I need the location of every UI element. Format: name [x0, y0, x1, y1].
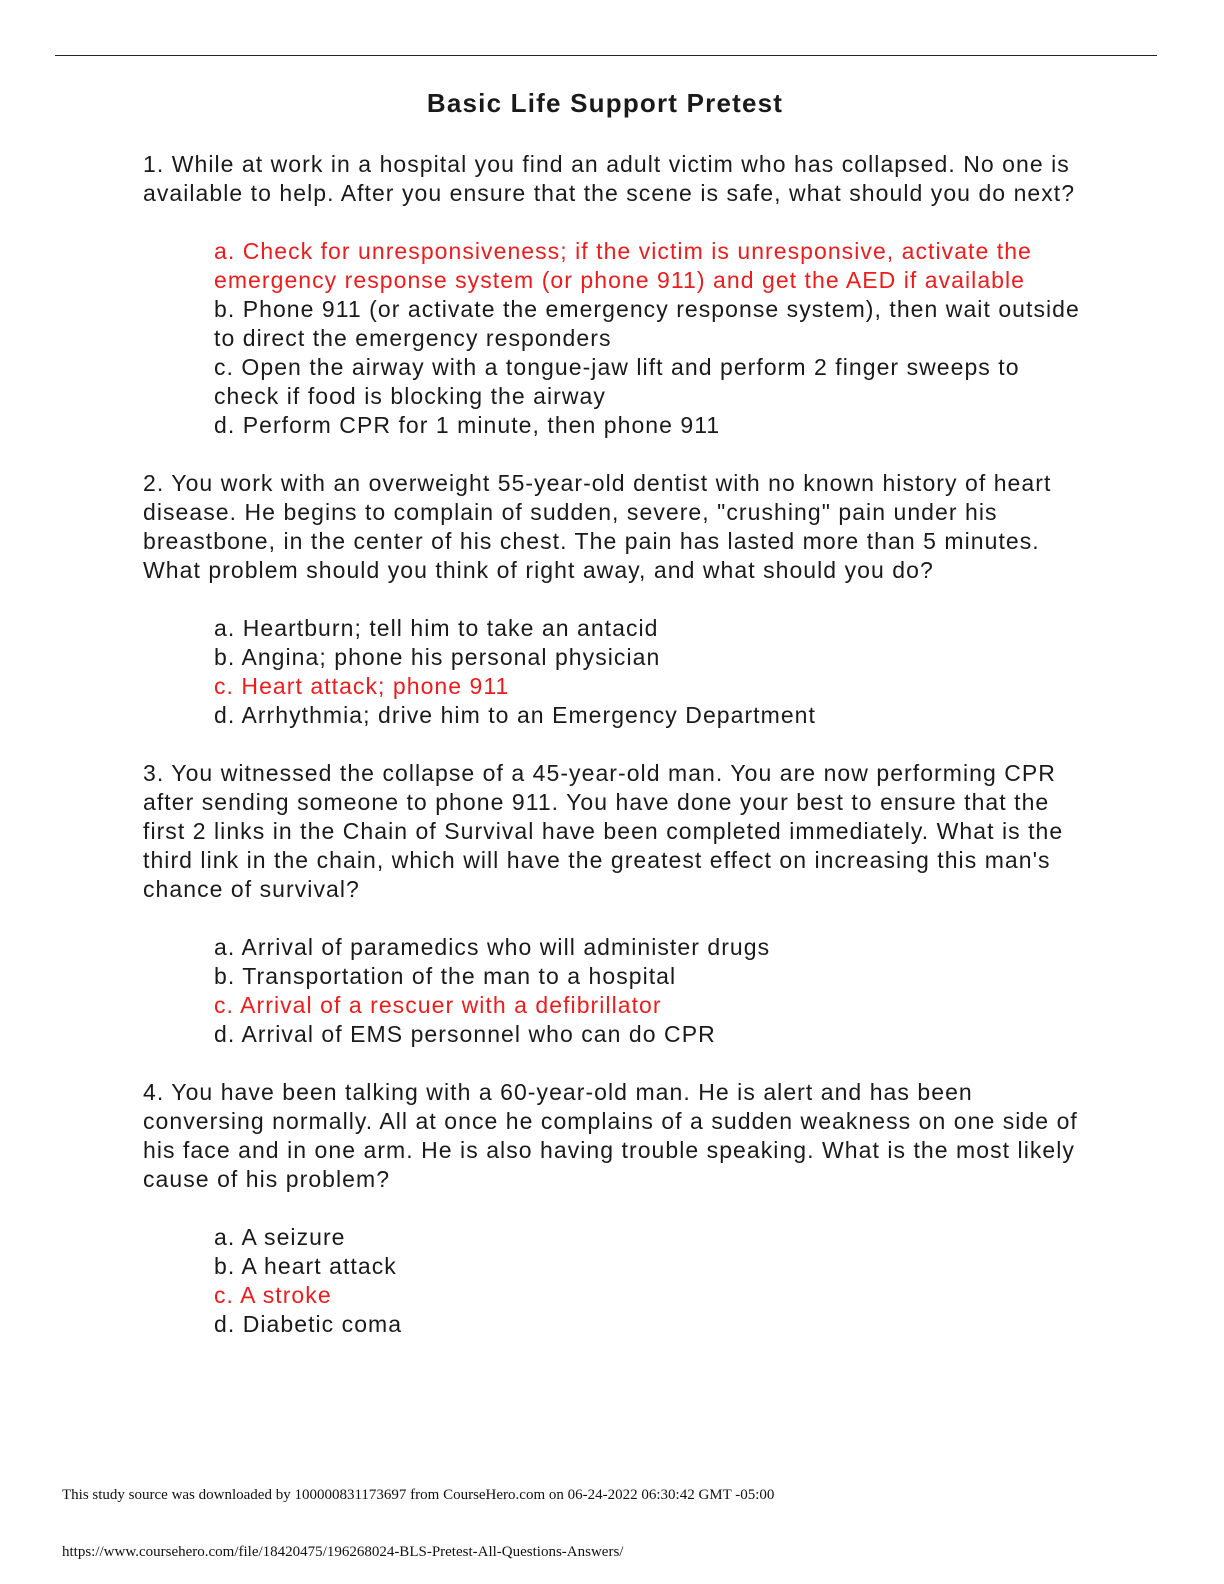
page-title: Basic Life Support Pretest: [426, 88, 784, 118]
answer-option-d: d. Perform CPR for 1 minute, then phone 911: [214, 412, 721, 438]
answer-option-b: b. Angina; phone his personal physician: [214, 644, 661, 670]
question-text: 4. You have been talking with a 60-year-old man. He is alert and has been conversing normally. All at once he complains of a sudden weakness on one side of his face and in one arm. He is also having trouble speaking. What is the most likely cause of his problem?: [143, 1079, 1078, 1192]
answer-option-c: c. A stroke: [214, 1282, 332, 1308]
answer-option-c: c. Heart attack; phone 911: [214, 673, 510, 699]
answer-option-a: a. Heartburn; tell him to take an antacid: [214, 615, 659, 641]
question-text: 1. While at work in a hospital you find an adult victim who has collapsed. No one is available to help. After you ensure that the scene is safe, what should you do next?: [143, 151, 1076, 206]
question-block-1: [143, 150, 1083, 440]
answer-options: [214, 237, 1083, 440]
question-text: 3. You witnessed the collapse of a 45-year-old man. You are now performing CPR after sending someone to phone 911. You have done your best to ensure that the first 2 links in the Chain of Survival have been completed immediately. What is the third link in the chain, which will have the greatest effect on increasing this man's chance of survival?: [143, 760, 1064, 902]
answer-option-b: b. Transportation of the man to a hospital: [214, 963, 677, 989]
download-source-note: This study source was downloaded by 100000831173697 from CourseHero.com on 06-24-2022 06:30:42 GMT -05:00: [62, 1487, 775, 1503]
answer-option-b: b. A heart attack: [214, 1253, 397, 1279]
top-rule: [55, 55, 1157, 56]
answer-options: [214, 614, 1083, 730]
question-list: [143, 150, 1083, 1368]
question-text: 2. You work with an overweight 55-year-old dentist with no known history of heart disease. He begins to complain of sudden, severe, "crushing" pain under his breastbone, in the center of his chest. The pain has lasted more than 5 minutes. What problem should you think of right away, and what should you do?: [143, 470, 1052, 583]
question-block-2: [143, 469, 1083, 730]
source-url-link[interactable]: https://www.coursehero.com/file/18420475/196268024-BLS-Pretest-All-Questions-Answers/: [62, 1544, 624, 1560]
answer-option-c: c. Open the airway with a tongue-jaw lift and perform 2 finger sweeps to check if food is blocking the airway: [214, 354, 1020, 409]
answer-options: [214, 1223, 1083, 1339]
answer-option-a: a. Check for unresponsiveness; if the victim is unresponsive, activate the emergency response system (or phone 911) and get the AED if available: [214, 238, 1032, 293]
answer-option-d: d. Diabetic coma: [214, 1311, 403, 1337]
answer-option-c: c. Arrival of a rescuer with a defibrillator: [214, 992, 662, 1018]
answer-option-a: a. Arrival of paramedics who will administer drugs: [214, 934, 771, 960]
question-block-3: [143, 759, 1083, 1049]
answer-option-a: a. A seizure: [214, 1224, 346, 1250]
question-block-4: [143, 1078, 1083, 1339]
answer-option-b: b. Phone 911 (or activate the emergency response system), then wait outside to direct the emergency responders: [214, 296, 1080, 351]
answer-options: [214, 933, 1083, 1049]
answer-option-d: d. Arrival of EMS personnel who can do CPR: [214, 1021, 716, 1047]
answer-option-d: d. Arrhythmia; drive him to an Emergency Department: [214, 702, 816, 728]
